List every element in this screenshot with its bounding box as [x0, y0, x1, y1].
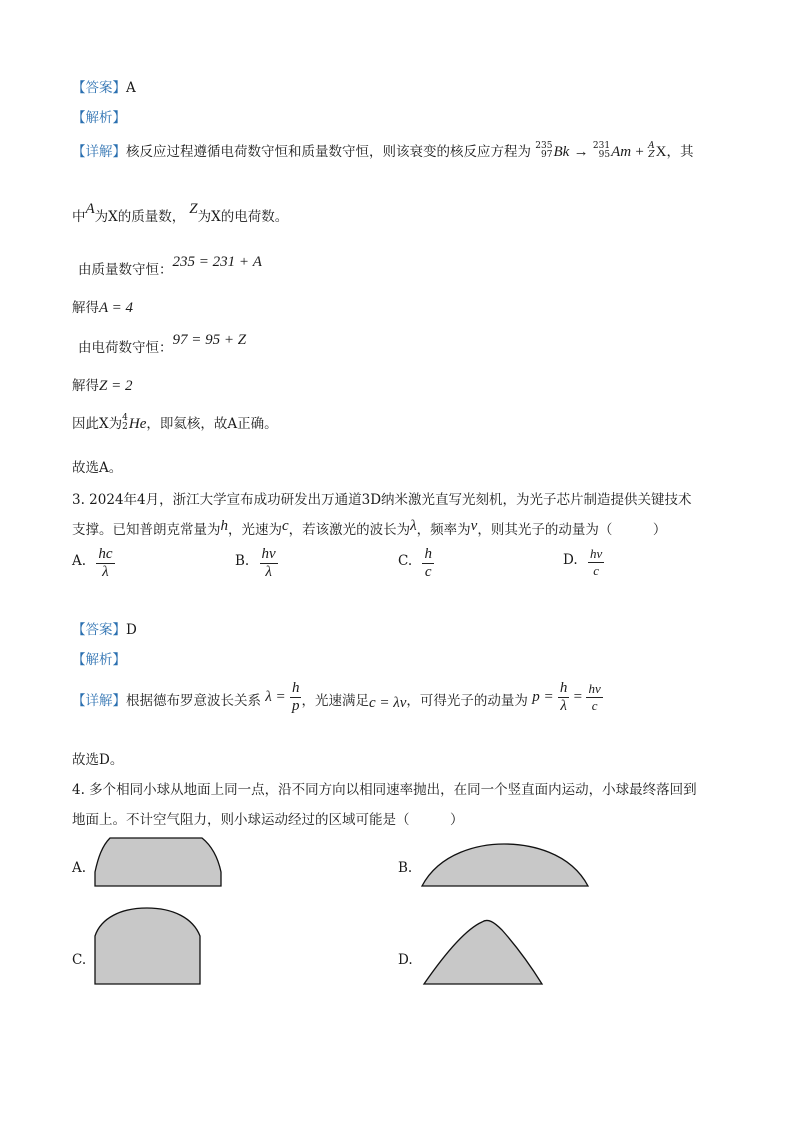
charge-equation: 97 = 95 + Z — [172, 332, 247, 348]
detail-tag: 【详解】 — [72, 144, 126, 160]
solution-Z: Z = 2 — [99, 378, 133, 394]
text: 为X的电荷数。 — [197, 209, 289, 225]
am-nuclide-numbers: 231 95 — [592, 140, 611, 160]
solve-A-line — [72, 296, 133, 317]
detail-tail: ，其 — [666, 144, 694, 160]
q4-option-a-label[interactable]: A. — [72, 860, 87, 876]
q4-option-b-label[interactable]: B. — [398, 860, 413, 876]
var-A: A — [85, 201, 95, 217]
answer-value: D — [126, 622, 137, 638]
q4-option-c-label[interactable]: C. — [72, 952, 87, 968]
q4-shape-c[interactable] — [93, 906, 203, 986]
mass-equation: 235 = 231 + A — [172, 254, 262, 270]
arrow: → — [573, 144, 589, 160]
analysis-tag: 【解析】 — [72, 110, 126, 126]
mass-conservation-line — [78, 250, 262, 278]
bk-symbol: Bk — [553, 144, 570, 160]
q2-answer-line — [72, 76, 136, 96]
label: 由电荷数守恒： — [78, 340, 173, 356]
bk-nuclide-numbers: 235 97 — [535, 140, 553, 160]
charge-conservation-line — [78, 328, 247, 356]
detail-tag: 【详解】 — [72, 693, 126, 709]
q3-analysis-line — [72, 648, 126, 668]
q3-option-c[interactable]: C. $\frac{h}{c}$ — [398, 546, 432, 580]
label: 解得 — [72, 300, 99, 316]
q4-stem-1: 4. 多个相同小球从地面上同一点，沿不同方向以相同速率抛出，在同一个竖直面内运动，小球最终落回到 — [72, 782, 697, 798]
q4-shape-b[interactable] — [420, 842, 590, 888]
analysis-tag: 【解析】 — [72, 652, 126, 668]
q2-detail-line — [72, 140, 694, 162]
q3-option-d[interactable]: D. $\frac{h\nu}{c}$ — [563, 546, 603, 578]
label: 由质量数守恒： — [78, 262, 173, 278]
text: 为X的质量数， — [94, 209, 186, 225]
x-symbol: X — [655, 144, 667, 160]
q2-line2 — [72, 201, 289, 226]
var-c: c — [282, 518, 289, 534]
he-symbol: He — [128, 416, 147, 432]
debroglie-lhs: λ = — [265, 689, 286, 705]
plus: + — [635, 144, 644, 160]
answer-tag: 【答案】 — [72, 622, 126, 638]
solution-A: A = 4 — [99, 300, 134, 316]
q3-stem-1: 3. 2024年4月，浙江大学宣布成功研发出万通道3D纳米激光直写光刻机，为光子芯片制造提供关键技术 — [72, 492, 692, 508]
conclusion-line — [72, 412, 278, 434]
q4-shape-a[interactable] — [94, 836, 224, 888]
text: 中 — [72, 209, 86, 225]
solve-Z-line — [72, 374, 132, 395]
var-h: h — [220, 518, 228, 534]
q2-analysis-line — [72, 106, 126, 126]
label: 解得 — [72, 378, 99, 394]
var-Z: Z — [189, 201, 198, 217]
detail-text: 核反应过程遵循电荷数守恒和质量数守恒，则该衰变的核反应方程为 — [126, 144, 531, 160]
momentum-lhs: p = — [532, 689, 554, 705]
q4-stem-2: 地面上。不计空气阻力，则小球运动经过的区域可能是（ ） — [72, 812, 464, 828]
answer-value: A — [126, 80, 136, 96]
q3-stem-2: 支撑。已知普朗克常量为h，光速为c，若该激光的波长为λ，频率为ν，则其光子的动量为（ ） — [72, 518, 667, 538]
text: ，即氦核，故A正确。 — [146, 416, 278, 432]
am-symbol: Am — [611, 144, 632, 160]
q3-choose: 故选D。 — [72, 752, 124, 768]
var-nu: ν — [470, 518, 478, 534]
he-nuclide-numbers: 4 2 — [122, 412, 128, 432]
q4-shape-d[interactable] — [422, 918, 544, 986]
x-nuclide-numbers: A Z — [648, 140, 655, 160]
text: 因此X为 — [72, 416, 123, 432]
q4-option-d-label[interactable]: D. — [398, 952, 413, 968]
var-lambda: λ — [410, 518, 417, 534]
q3-option-b[interactable]: B. $\frac{h\nu}{\lambda}$ — [235, 546, 276, 580]
q3-answer-line — [72, 618, 137, 638]
speed-relation: c = λν — [368, 695, 407, 711]
q3-option-a[interactable]: A. $\frac{hc}{\lambda}$ — [72, 546, 113, 580]
q3-detail-line: 【详解】根据德布罗意波长关系 λ = $\frac{h}{p}$ ，光速满足c = λν，可得光子的动量为 p = $\frac{h}{\lambda}$ = $\frac{h\nu}{c}$ — [72, 680, 601, 714]
q2-choose: 故选A。 — [72, 460, 123, 476]
answer-tag: 【答案】 — [72, 80, 126, 96]
